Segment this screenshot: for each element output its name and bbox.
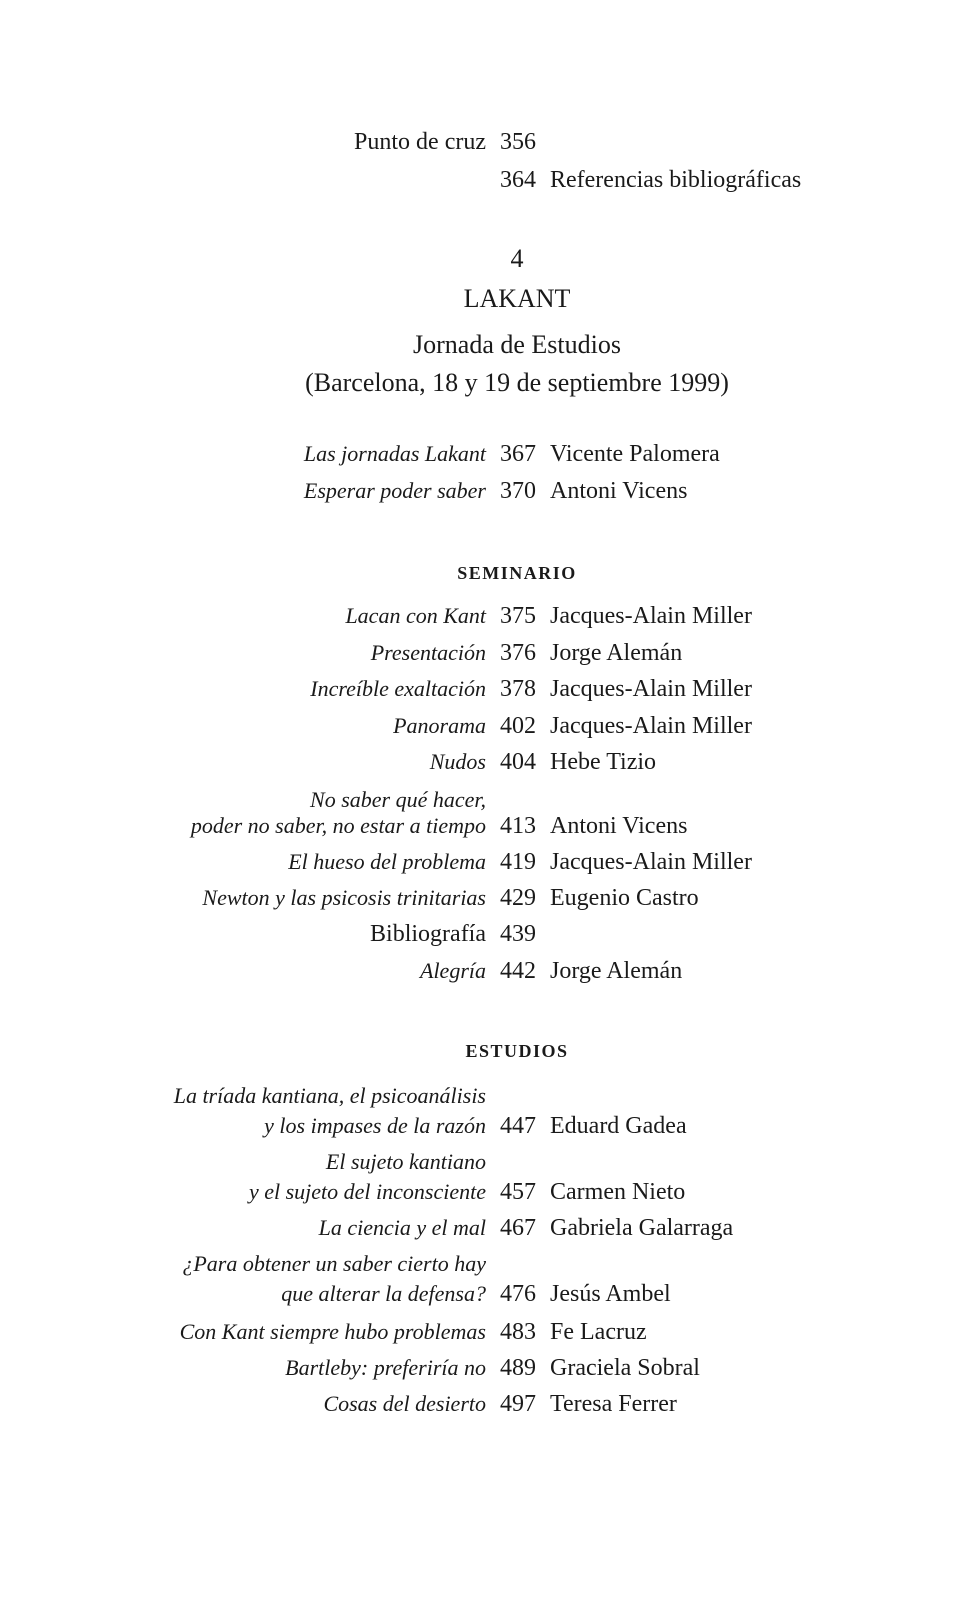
- entry-title: Cosas del desierto: [323, 1391, 486, 1416]
- entry-title: Nudos: [429, 749, 486, 774]
- toc-entry: [0, 959, 966, 999]
- entry-title: Panorama: [393, 713, 486, 738]
- toc-entry: [0, 130, 966, 170]
- entry-title: Bibliografía: [370, 921, 486, 947]
- entry-page: 457: [500, 1179, 536, 1205]
- entry-page: 489: [500, 1355, 536, 1381]
- entry-author: Jesús Ambel: [550, 1281, 671, 1307]
- toc-entry: [0, 1392, 966, 1432]
- toc-entry: [0, 604, 966, 644]
- entry-author: Carmen Nieto: [550, 1179, 686, 1205]
- entry-title: Presentación: [370, 640, 486, 665]
- toc-entry: [0, 641, 966, 681]
- entry-author: Hebe Tizio: [550, 749, 657, 775]
- entry-author: Eugenio Castro: [550, 885, 699, 911]
- section-title: LAKANT: [463, 284, 571, 313]
- entry-author: Jacques-Alain Miller: [550, 603, 752, 629]
- toc-entry: [0, 1082, 966, 1152]
- entry-author: Fe Lacruz: [550, 1319, 647, 1345]
- toc-entry: [0, 886, 966, 926]
- toc-entry: [0, 786, 966, 856]
- entry-author: Jorge Alemán: [550, 958, 683, 984]
- entry-page: 370: [500, 478, 536, 504]
- entry-title: Punto de cruz: [354, 129, 486, 155]
- entry-page: 376: [500, 640, 536, 666]
- toc-entry: [0, 442, 966, 482]
- entry-page: 404: [500, 749, 536, 775]
- toc-entry: [0, 479, 966, 519]
- entry-page: 442: [500, 958, 536, 984]
- entry-title: Esperar poder saber: [303, 478, 486, 503]
- entry-page: 429: [500, 885, 536, 911]
- entry-title-line2: y el sujeto del inconsciente: [248, 1179, 486, 1204]
- section-number: 4: [510, 244, 524, 273]
- entry-title-line2: poder no saber, no estar a tiempo: [190, 813, 486, 838]
- entry-page: 375: [500, 603, 536, 629]
- seminario-heading: SEMINARIO: [457, 563, 577, 583]
- toc-entry: [0, 1320, 966, 1360]
- entry-author: Graciela Sobral: [550, 1355, 700, 1381]
- entry-title: El hueso del problema: [288, 849, 486, 874]
- entry-page: 483: [500, 1319, 536, 1345]
- entry-author: Teresa Ferrer: [550, 1391, 677, 1417]
- entry-title: La ciencia y el mal: [318, 1215, 486, 1240]
- entry-author: Jacques-Alain Miller: [550, 676, 752, 702]
- section-subtitle: Jornada de Estudios: [413, 330, 621, 359]
- entry-title: Con Kant siempre hubo problemas: [179, 1319, 486, 1344]
- entry-title: Alegría: [420, 958, 486, 983]
- entry-title-line2: y los impases de la razón: [264, 1113, 486, 1138]
- entry-page: 419: [500, 849, 536, 875]
- toc-entry: [0, 677, 966, 717]
- entry-author: Vicente Palomera: [550, 441, 720, 467]
- entry-page: 402: [500, 713, 536, 739]
- entry-author: Jorge Alemán: [550, 640, 683, 666]
- entry-page: 467: [500, 1215, 536, 1241]
- toc-entry: [0, 714, 966, 754]
- entry-author: Jacques-Alain Miller: [550, 713, 752, 739]
- toc-entry: [0, 922, 966, 962]
- entry-title: Newton y las psicosis trinitarias: [202, 885, 486, 910]
- entry-page: 439: [500, 921, 536, 947]
- toc-entry: [0, 168, 966, 208]
- entry-title: Bartleby: preferiría no: [285, 1355, 486, 1380]
- section-detail: (Barcelona, 18 y 19 de septiembre 1999): [305, 368, 729, 397]
- entry-title-line1: La tríada kantiana, el psicoanálisis: [173, 1083, 486, 1108]
- entry-author: Antoni Vicens: [550, 478, 688, 504]
- entry-page: 413: [500, 813, 536, 839]
- estudios-heading: ESTUDIOS: [465, 1041, 569, 1061]
- entry-page: 364: [500, 167, 536, 193]
- entry-author: Eduard Gadea: [550, 1113, 687, 1139]
- entry-title-line2: que alterar la defensa?: [281, 1281, 486, 1306]
- toc-entry: [0, 850, 966, 890]
- entry-page: 476: [500, 1281, 536, 1307]
- entry-author: Referencias bibliográficas: [550, 167, 802, 193]
- entry-page: 378: [500, 676, 536, 702]
- entry-author: Gabriela Galarraga: [550, 1215, 734, 1241]
- entry-title: Las jornadas Lakant: [303, 441, 486, 466]
- toc-entry: [0, 1356, 966, 1396]
- entry-title: Lacan con Kant: [345, 603, 486, 628]
- entry-page: 447: [500, 1113, 536, 1139]
- entry-title-line1: El sujeto kantiano: [325, 1149, 486, 1174]
- entry-title-line1: ¿Para obtener un saber cierto hay: [182, 1251, 486, 1276]
- toc-entry: [0, 750, 966, 790]
- entry-title: Increíble exaltación: [310, 676, 486, 701]
- entry-author: Jacques-Alain Miller: [550, 849, 752, 875]
- toc-entry: [0, 1148, 966, 1218]
- entry-page: 497: [500, 1391, 536, 1417]
- toc-entry: [0, 1250, 966, 1320]
- entry-page: 367: [500, 441, 536, 467]
- entry-author: Antoni Vicens: [550, 813, 688, 839]
- entry-title-line1: No saber qué hacer,: [310, 787, 486, 812]
- entry-page: 356: [500, 129, 536, 155]
